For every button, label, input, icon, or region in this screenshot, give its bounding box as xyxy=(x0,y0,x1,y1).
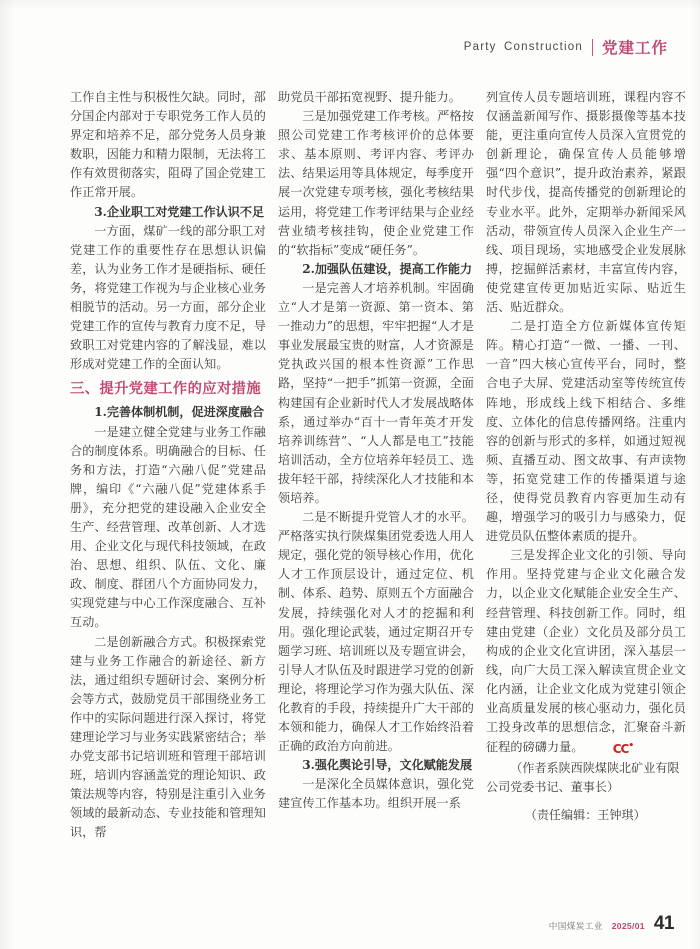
paragraph-text: 三是发挥企业文化的引领、导向作用。坚持党建与企业文化融合发力，以企业文化赋能企业安全生产、经营管理、科技创新工作。同时，组建由党建（企业）文化员及部分员工构成的企业文化宣讲团，深入基层一线，向广大员工深入解读宣贯企业文化内涵，让企业文化成为党建引领企业高质量发展的核心驱动力，强化员工投身改革的思想信念，汇聚奋斗新征程的磅礴力量。 xyxy=(486,548,686,755)
paragraph: 一是建立健全党建与业务工作融合的制度体系。明确融合的目标、任务和方法，打造“六融八促”党建品牌，编印《“六融八促”党建体系手册》，充分把党的建设融入企业安全生产、经营管理、改革创新、人才选用、企业文化与现代科技领域，在政治、思想、组织、队伍、文化、廉政、制度、群团八个方面协同发力，实现党建与中心工作深度融合、互补互动。 xyxy=(70,424,266,630)
header-divider-rule xyxy=(592,39,593,56)
column-3 xyxy=(486,88,686,891)
column-2 xyxy=(278,88,474,891)
column-1 xyxy=(70,88,266,891)
end-logo-dot: • xyxy=(628,741,634,752)
paragraph: 二是打造全方位新媒体宣传矩阵。精心打造“一微、一播、一刊、一音”四大核心宣传平台，同时，整合电子大屏、党建活动室等传统宣传阵地，形成线上线下相结合、多维度、立体化的信息传播网络。注重内容的创新与形式的多样，如通过短视频、直播互动、图文故事、有声读物等，拓宽党建工作的传播渠道与途径，使得党员教育内容更加生动有趣，增强学习的吸引力与感染力，促进党员队伍整体素质的提升。 xyxy=(486,319,686,544)
article-columns xyxy=(70,88,686,891)
subsection-heading: 1.完善体制机制，促进深度融合 xyxy=(94,405,265,420)
paragraph: 三是加强党建工作考核。严格按照公司党建工作考核评价的总体要求、基本原则、考评内容、考评办法、结果运用等具体规定，每季度开展一次党建专项考核，强化考核结果运用，将党建工作考评结果与企业经营业绩考核挂钩，使企业党建工作的“软指标”变成“硬任务”。 xyxy=(278,109,474,257)
footer-issue-number: 2025/01 xyxy=(611,921,645,931)
page-edge-shadow-left xyxy=(0,0,16,949)
page-footer xyxy=(549,913,674,935)
author-credit-line-2: 公司党委书记、董事长） xyxy=(486,780,620,795)
running-header xyxy=(464,34,668,60)
footer-magazine-name: 中国煤炭工业 xyxy=(548,922,603,932)
paragraph: 一是完善人才培养机制。牢固确立“人才是第一资源、第一资本、第一推动力”的思想，牢牢把握“人才是事业发展最宝贵的财富，人才资源是党执政兴国的根本性资源”工作思路，坚持“一把手”抓第一资源，全面构建国有企业新时代人才发展战略体系，通过举办“百十一青年英才开发培养训练营”、“人人都是电工”技能培训活动，全方位培养年轻员工、选拔年轻干部，持续深化人才技能和本领培养。 xyxy=(278,280,474,505)
end-of-article-logo xyxy=(589,737,634,759)
paragraph-final xyxy=(486,546,686,759)
subsection-heading: 3.强化舆论引导，文化赋能发展 xyxy=(302,758,473,773)
paragraph: 列宣传人员专题培训班，课程内容不仅涵盖新闻写作、摄影摄像等基本技能，更注重向宣传人员深入宣贯党的创新理论，确保宣传人员能够增强“四个意识”，提升政治素养，紧跟时代步伐，提高传播党的创新理论的专业水平。此外，定期举办新闻采风活动，带领宣传人员深入企业生产一线、项目现场，实地感受企业发展脉搏，挖掘鲜活素材，丰富宣传内容，使党建宣传更加贴近实际、贴近生活、贴近群众。 xyxy=(486,90,686,315)
responsible-editor-credit: （责任编辑：王钟琪） xyxy=(524,808,646,823)
page-edge-shadow-right xyxy=(690,0,700,949)
header-english-title: Party Construction xyxy=(463,41,583,53)
page-number: 41 xyxy=(653,913,674,934)
paragraph: 助党员干部拓宽视野、提升能力。 xyxy=(278,90,461,104)
subsection-heading: 3.企业职工对党建工作认识不足 xyxy=(94,204,265,219)
paragraph: 一是深化全员媒体意识，强化党建宣传工作基本功。组织开展一系 xyxy=(278,777,474,811)
paragraph: 二是不断提升党管人才的水平。严格落实执行陕煤集团党委选人用人规定，强化党的领导核心作用，优化人才工作顶层设计，通过定位、机制、体系、趋势、原则五个方面融合发展，持续强化对人才的挖掘和利用。强化理论武装，通过定期召开专题学习班、培训班以及专题宣讲会，引导人才队伍及时跟进学习党的创新理论，将理论学习作为强大队伍、深化教育的手段，持续提升广大干部的本领和能力，确保人才工作始终沿着正确的政治方向前进。 xyxy=(278,510,474,754)
paragraph: 二是创新融合方式。积极探索党建与业务工作融合的新途径、新方法，通过组织专题研讨会、案例分析会等方式，鼓励党员干部围绕业务工作中的实际问题进行深入探讨，将党建理论学习与业务实践紧密结合；举办党支部书记培训班和管理干部培训班，培训内容涵盖党的理论知识、政策法规等内容，特别是注重引入业务领域的最新动态、专业技能和管理知识，帮 xyxy=(70,634,266,840)
paragraph: 工作自主性与积极性欠缺。同时，部分国企内部对于专职党务工作人员的界定和培养不足，部分党务人员身兼数职，因能力和精力限制，无法将工作有效贯彻落实，阻碍了国企党建工作正常开展。 xyxy=(70,90,266,200)
subsection-heading: 2.加强队伍建设，提高工作能力 xyxy=(302,261,473,276)
page-edge-shadow-top xyxy=(0,0,700,10)
paragraph: 一方面，煤矿一线的部分职工对党建工作的重要性存在思想认识偏差，认为业务工作才是硬指标、硬任务，将党建工作视为与企业核心业务相脱节的活动。另一方面，部分企业党建工作的宣传与教育力度不足，导致职工对党建内容的了解浅显，难以形成对党建工作的全面认知。 xyxy=(70,223,266,372)
end-logo-letters: CC xyxy=(612,742,629,757)
section-heading: 三、提升党建工作的应对措施 xyxy=(70,381,262,398)
author-credit-line-1: （作者系陕西陕煤陕北矿业有限 xyxy=(510,761,680,776)
header-chinese-title: 党建工作 xyxy=(601,39,668,57)
